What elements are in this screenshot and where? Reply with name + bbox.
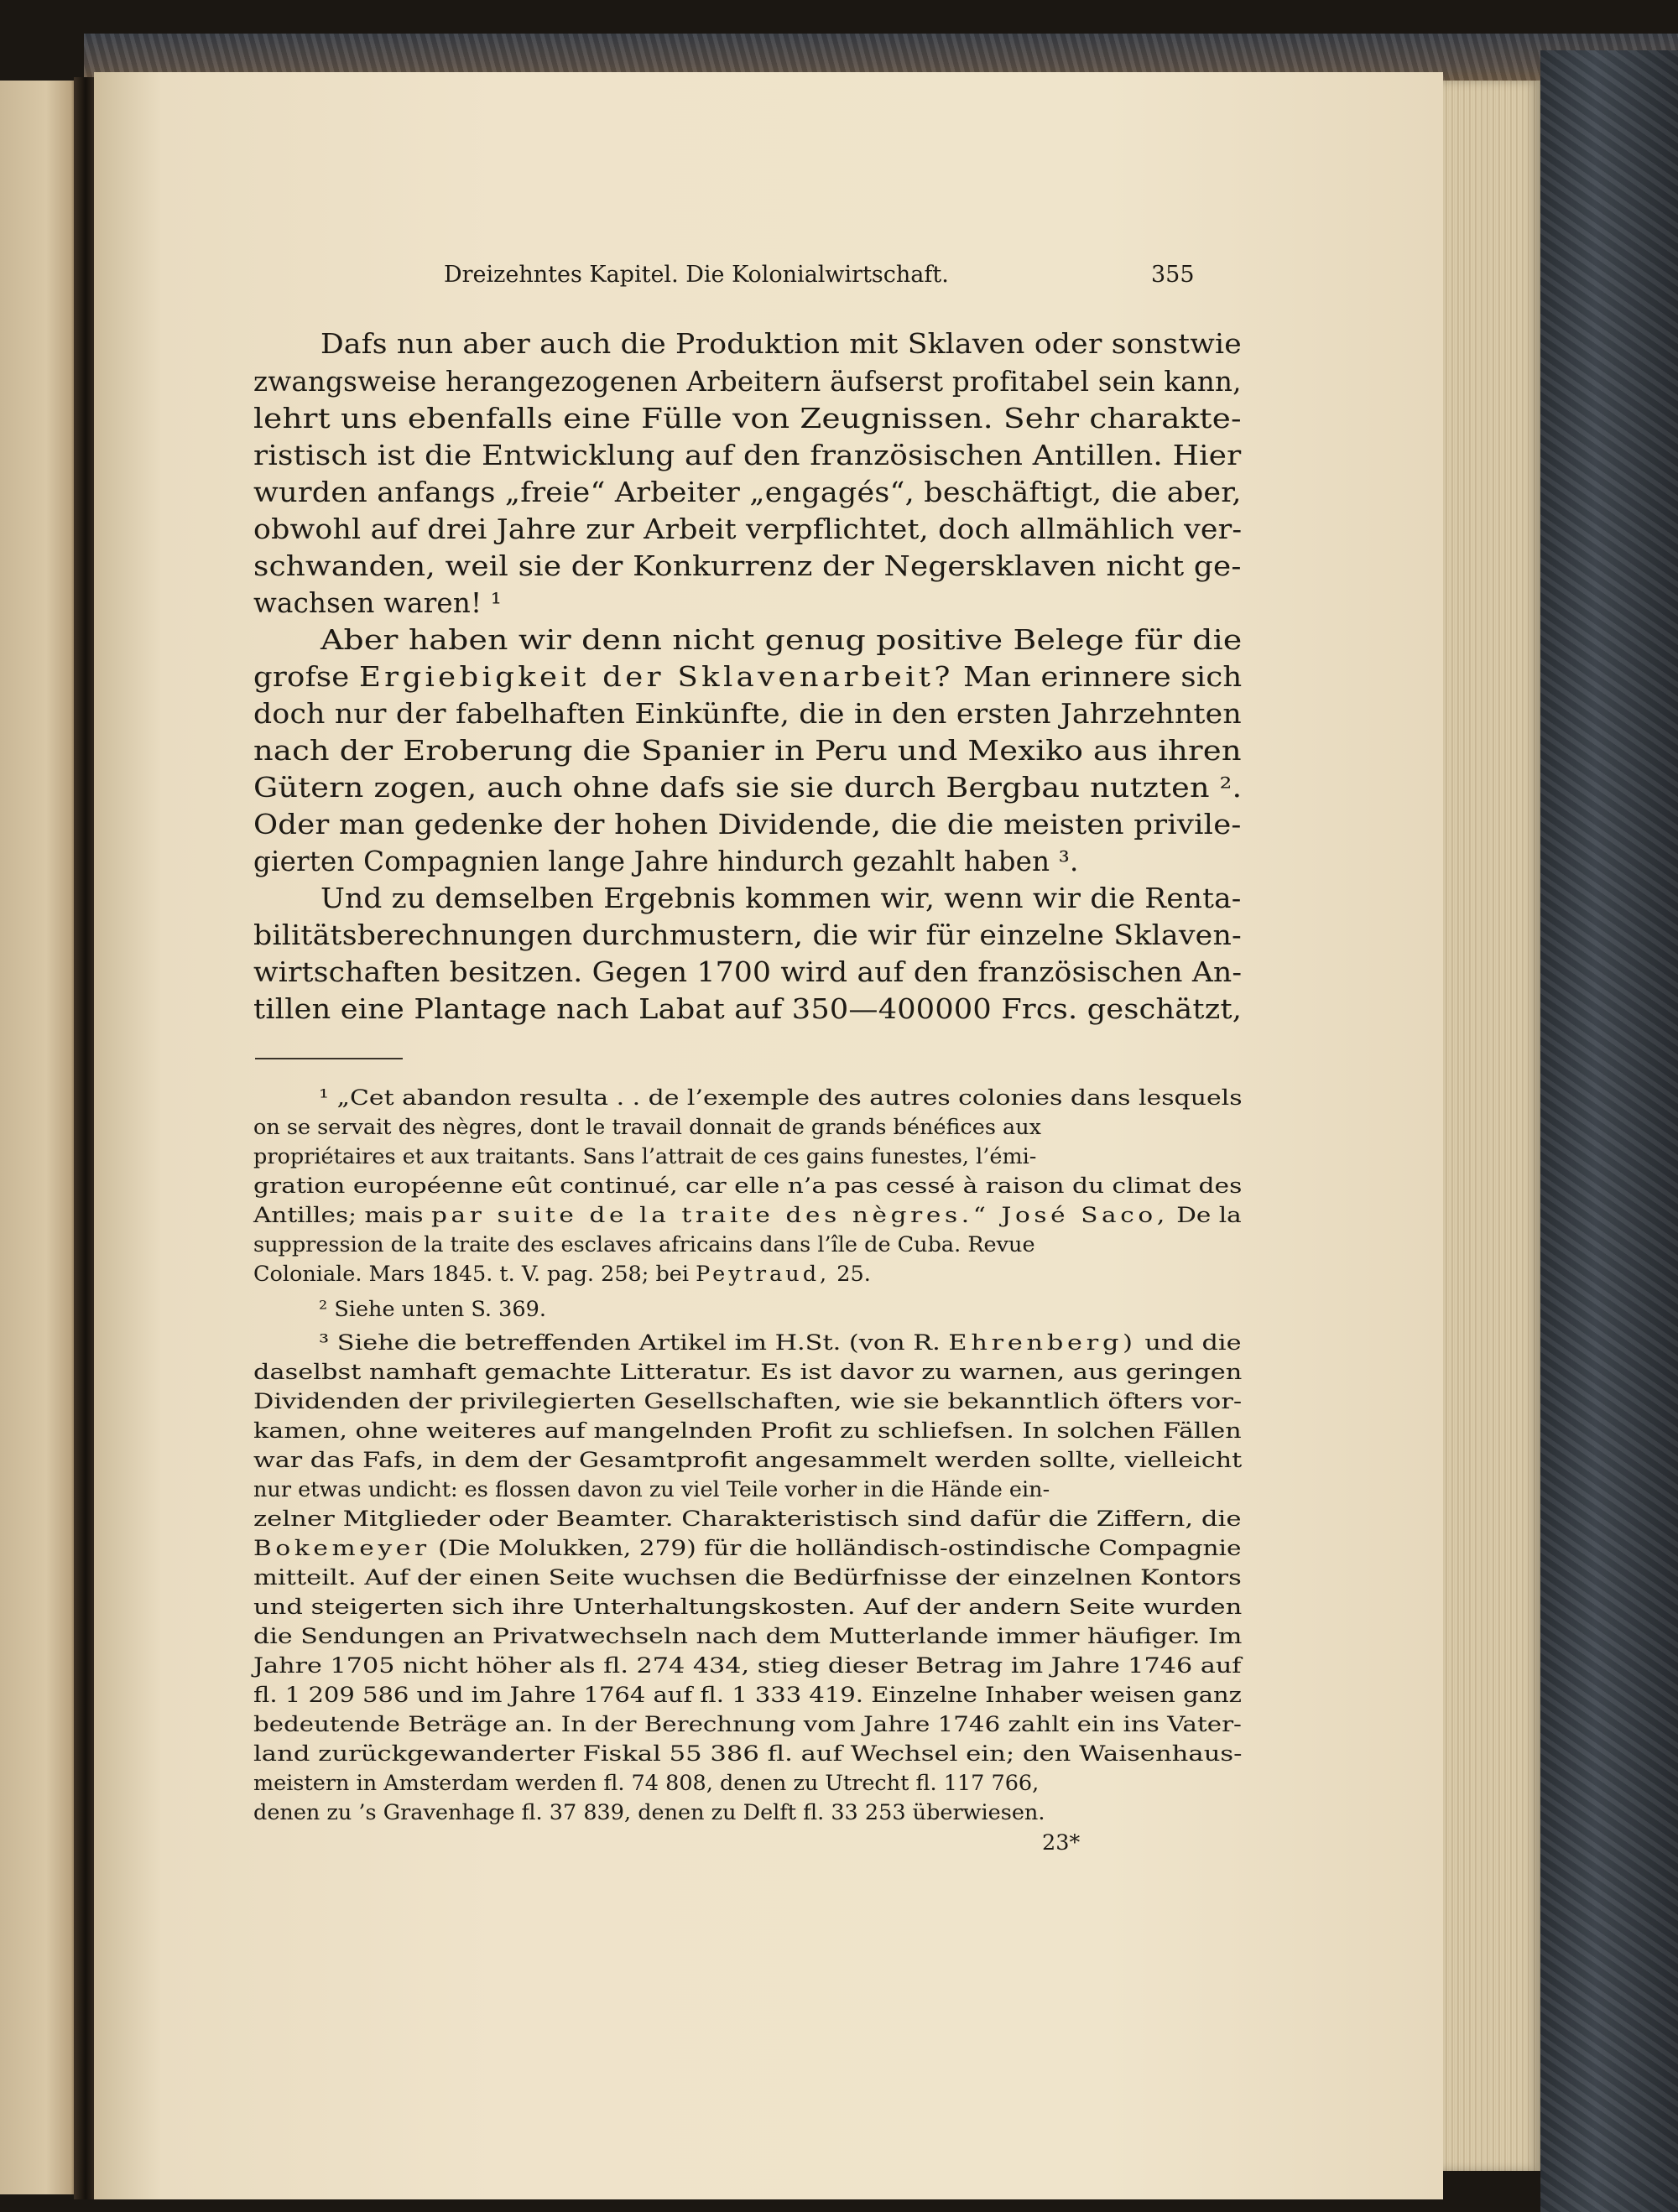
footnote-line: land zurückgewanderter Fiskal 55 386 fl. auf Wechsel ein; den Waisenhaus- <box>253 1741 1243 1767</box>
footnote-line: gration européenne eût continué, car elle n’a pas cessé à raison du climat des <box>253 1174 1243 1199</box>
footnote-line: ² Siehe unten S. 369. <box>319 1297 546 1322</box>
footnote-line: mitteilt. Auf der einen Seite wuchsen die Bedürfnisse der einzelnen Kontors <box>253 1565 1242 1590</box>
text-line: wurden anfangs „freie“ Arbeiter „engagés“, beschäftigt, die aber, <box>253 476 1242 508</box>
text-span: Coloniale. Mars 1845. t. V. pag. 258; bei <box>253 1262 690 1287</box>
footnote-rule <box>255 1058 403 1059</box>
text-line: tillen eine Plantage nach Labat auf 350—400000 Frcs. geschätzt, <box>253 993 1243 1025</box>
book-cover-right <box>1540 50 1678 2212</box>
text-span: grofse <box>253 661 350 693</box>
footnote-line: bedeutende Beträge an. In der Berechnung vom Jahre 1746 zahlt ein ins Vater- <box>253 1712 1242 1737</box>
text-line: gierten Compagnien lange Jahre hindurch gezahlt haben ³. <box>253 846 1079 877</box>
book-page <box>94 72 1443 2199</box>
text-line: Aber haben wir denn nicht genug positive Belege für die <box>320 624 1243 656</box>
page-number: 355 <box>1151 262 1195 288</box>
text-line <box>253 661 1242 693</box>
footnote-line: Dividenden der privilegierten Gesellschaften, wie sie bekanntlich öfters vor- <box>253 1389 1243 1414</box>
text-line: wirtschaften besitzen. Gegen 1700 wird auf den französischen An- <box>253 956 1243 988</box>
text-span: De la <box>1176 1203 1242 1228</box>
text-line: Und zu demselben Ergebnis kommen wir, wenn wir die Renta- <box>320 882 1242 914</box>
text-span: (Die Molukken, 279) für die holländisch-ostindische Compagnie <box>438 1536 1242 1561</box>
emphasized-text: Ergiebigkeit der Sklavenarbeit? <box>358 661 954 693</box>
footnote-line: fl. 1 209 586 und im Jahre 1764 auf fl. 1 333 419. Einzelne Inhaber weisen ganz <box>253 1683 1242 1708</box>
running-title: Dreizehntes Kapitel. Die Kolonialwirtschaft. <box>444 262 949 288</box>
text-span: Man erinnere sich <box>963 661 1243 693</box>
footnote-line: denen zu ’s Gravenhage fl. 37 839, denen zu Delft fl. 33 253 überwiesen. <box>253 1800 1045 1825</box>
footnote-line: propriétaires et aux traitants. Sans l’attrait de ces gains funestes, l’émi- <box>253 1144 1037 1169</box>
text-span: und die <box>1144 1330 1242 1356</box>
footnote-line: on se servait des nègres, dont le travail donnait de grands bénéfices aux <box>253 1115 1042 1140</box>
footnote-line <box>253 1203 1242 1228</box>
text-line: Oder man gedenke der hohen Dividende, die die meisten privile- <box>253 809 1242 841</box>
footnote-line: zelner Mitglieder oder Beamter. Charakteristisch sind dafür die Ziffern, die <box>253 1507 1242 1532</box>
footnote-line: und steigerten sich ihre Unterhaltungskosten. Auf der andern Seite wurden <box>253 1595 1243 1620</box>
text-span: ³ Siehe die betreffenden Artikel im H.St. (von R. <box>319 1330 941 1356</box>
text-line: obwohl auf drei Jahre zur Arbeit verpflichtet, doch allmählich ver- <box>253 513 1243 545</box>
text-line: bilitätsberechnungen durchmustern, die wir für einzelne Sklaven- <box>253 919 1243 951</box>
emphasized-text: Bokemeyer <box>253 1536 430 1561</box>
text-line: Gütern zogen, auch ohne dafs sie sie durch Bergbau nutzten ². <box>253 772 1243 804</box>
footnote-line: die Sendungen an Privatwechseln nach dem Mutterlande immer häufiger. Im <box>253 1624 1243 1649</box>
text-line: zwangsweise herangezogenen Arbeitern äufserst profitabel sein kann, <box>253 366 1242 398</box>
footnote-line: meistern in Amsterdam werden fl. 74 808, denen zu Utrecht fl. 117 766, <box>253 1771 1040 1796</box>
emphasized-text: par suite de la traite des nègres.“ José Saco, <box>430 1203 1169 1228</box>
text-line: ristisch ist die Entwicklung auf den französischen Antillen. Hier <box>253 440 1242 471</box>
facing-page-edge <box>0 81 77 2194</box>
signature-mark: 23* <box>1042 1830 1081 1855</box>
emphasized-text: Ehrenberg) <box>948 1330 1137 1356</box>
text-span: 25. <box>836 1262 871 1287</box>
footnote-line: ¹ „Cet abandon resulta . . de l’exemple des autres colonies dans lesquels <box>319 1085 1243 1111</box>
page-block-edges <box>1443 81 1540 2171</box>
text-line: doch nur der fabelhaften Einkünfte, die in den ersten Jahrzehnten <box>253 698 1242 730</box>
footnote-line: kamen, ohne weiteres auf mangelnden Profit zu schliefsen. In solchen Fällen <box>253 1418 1242 1444</box>
footnote-line <box>253 1262 871 1287</box>
text-line: schwanden, weil sie der Konkurrenz der Negersklaven nicht ge- <box>253 550 1242 582</box>
footnote-line <box>253 1536 1242 1561</box>
text-line: lehrt uns ebenfalls eine Fülle von Zeugnissen. Sehr charakte- <box>253 403 1242 435</box>
emphasized-text: Peytraud, <box>696 1262 831 1287</box>
footnote-line: war das Fafs, in dem der Gesamtprofit angesammelt werden sollte, vielleicht <box>253 1448 1243 1473</box>
footnote-line: nur etwas undicht: es flossen davon zu viel Teile vorher in die Hände ein- <box>253 1477 1050 1502</box>
footnote-line: daselbst namhaft gemachte Litteratur. Es ist davor zu warnen, aus geringen <box>253 1360 1243 1385</box>
footnote-line: suppression de la traite des esclaves africains dans l’île de Cuba. Revue <box>253 1232 1035 1257</box>
footnote-line: Jahre 1705 nicht höher als fl. 274 434, stieg dieser Betrag im Jahre 1746 auf <box>253 1653 1242 1679</box>
text-line: wachsen waren! ¹ <box>253 587 503 619</box>
text-line: nach der Eroberung die Spanier in Peru und Mexiko aus ihren <box>253 735 1242 767</box>
text-span: Antilles; mais <box>253 1203 424 1228</box>
footnote-line <box>319 1330 1242 1356</box>
text-line: Dafs nun aber auch die Produktion mit Sklaven oder sonstwie <box>320 328 1242 360</box>
